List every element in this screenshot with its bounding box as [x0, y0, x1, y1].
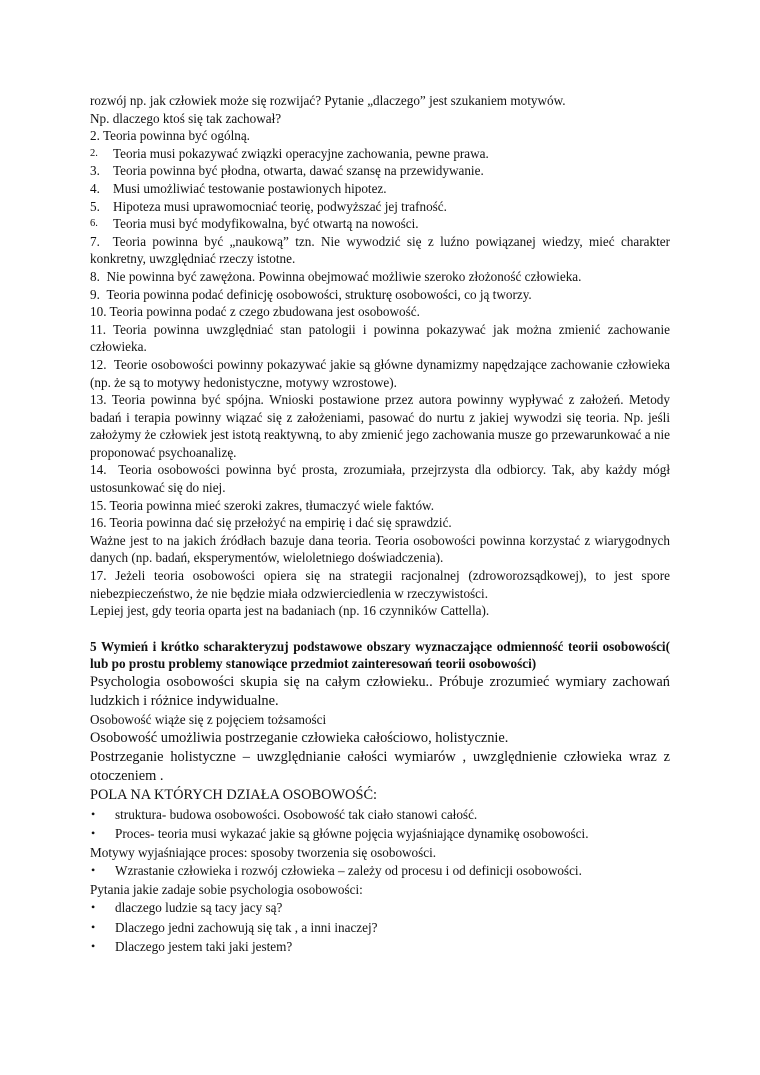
section-heading: 5 Wymień i krótko scharakteryzuj podstawowe obszary wyznaczające odmienność teorii osobowości( lub po prostu problemy stanowiące przedmiot zainteresowań teorii osobowości) — [90, 638, 670, 672]
list-number: 9. — [90, 286, 100, 302]
list-item — [90, 145, 670, 163]
section-paragraph: Postrzeganie holistyczne – uwzględnianie całości wymiarów , uwzględnienie człowieka wraz z otoczeniem . — [90, 748, 670, 784]
list-number: 10. — [90, 304, 107, 320]
list-number: 15. — [90, 497, 107, 513]
bullet-text: Dlaczego jedni zachowują się tak , a inni inaczej? — [115, 919, 378, 935]
list-text: Teoria musi być modyfikowalna, być otwartą na nowości. — [113, 216, 419, 232]
list-text: Teoria osobowości powinna być prosta, zrozumiała, przejrzysta dla odbiorcy. Tak, aby każdy mógł ustosunkować się do niej. — [90, 462, 670, 496]
list-text: Teoria powinna podać z czego zbudowana jest osobowość. — [109, 304, 420, 320]
list-item-17: 17. Jeżeli teoria osobowości opiera się na strategii racjonalnej (zdroworozsądkowej), to jest spore niebezpieczeństwo, że nie będzie miała odzwierciedlenia w rzeczywistości. — [90, 568, 670, 601]
intro-line-2: Np. dlaczego ktoś się tak zachował? — [90, 110, 282, 126]
list-text: Teoria powinna być płodna, otwarta, dawać szansę na przewidywanie. — [113, 163, 484, 179]
list-item — [90, 514, 670, 532]
list-number: 11. — [90, 321, 106, 337]
list-text: Teoria powinna być „naukową” tzn. Nie wywodzić się z luźno powiązanej wiedzy, mieć charakter konkretny, uwzględniać rzeczy istotne. — [90, 233, 670, 267]
bullet-text: Proces- teoria musi wykazać jakie są główne pojęcia wyjaśniające dynamikę osobowości. — [115, 826, 589, 842]
list-number: 12. — [90, 356, 107, 372]
list-number: 7. — [90, 233, 100, 249]
list-item — [90, 497, 670, 515]
list-text: Teorie osobowości powinny pokazywać jakie są główne dynamizmy napędzające zachowanie człowieka (np. że są to motywy hedonistyczne, motywy wzrostowe). — [90, 356, 670, 390]
bullet-icon: • — [91, 900, 96, 915]
list-text: Teoria powinna być spójna. Wnioski postawione przez autora powinny wypływać z założeń. Metody badań i terapia powinny wiązać się z założeniami, pasować do nurtu z jakiej wywodzi się teoria. Np. jeśli założymy że człowiek jest istotą reaktywną, to aby zmienić jego zachowania musze go przewarunkować a nie proponować psychoanalizę. — [90, 392, 671, 460]
bullet-item — [90, 824, 670, 844]
bullet-text: dlaczego ludzie są tacy jacy są? — [115, 900, 283, 916]
bullet-item — [90, 861, 670, 881]
list-number: 2. — [90, 147, 98, 159]
list-text: Teoria powinna mieć szeroki zakres, tłumaczyć wiele faktów. — [109, 497, 435, 513]
list-text: Nie powinna być zawężona. Powinna obejmować możliwie szeroko złożoność człowieka. — [106, 268, 582, 284]
document-page — [90, 92, 670, 957]
list-item — [90, 286, 670, 304]
list-number: 4. — [90, 180, 100, 196]
section-subheading: POLA NA KTÓRYCH DZIAŁA OSOBOWOŚĆ: — [90, 786, 378, 803]
section-paragraph: Osobowość wiąże się z pojęciem tożsamości — [90, 712, 327, 727]
list-item — [90, 127, 670, 145]
list-item — [90, 162, 670, 180]
list-number: 2. — [90, 128, 100, 144]
bullet-item — [90, 805, 670, 825]
list-item — [90, 461, 670, 496]
bullet-text: struktura- budowa osobowości. Osobowość tak ciało stanowi całość. — [115, 806, 478, 822]
list-text: Teoria powinna podać definicję osobowości, strukturę osobowości, co ją tworzy. — [106, 286, 532, 302]
note-sources: Ważne jest to na jakich źródłach bazuje dana teoria. Teoria osobowości powinna korzystać z wiarygodnych danych (np. badań, eksperymentów, wieloletniego doświadczenia). — [90, 532, 670, 566]
note-research: Lepiej jest, gdy teoria oparta jest na badaniach (np. 16 czynników Cattella). — [90, 603, 490, 619]
list-item — [90, 391, 670, 461]
list-number: 14. — [90, 462, 107, 478]
bullet-item — [90, 937, 670, 957]
bullet-text: Dlaczego jestem taki jaki jestem? — [115, 939, 293, 955]
bullet-icon: • — [91, 939, 96, 954]
list-item — [90, 303, 670, 321]
list-number: 5. — [90, 198, 100, 214]
section-paragraph: Osobowość umożliwia postrzeganie człowieka całościowo, holistycznie. — [90, 729, 509, 746]
intro-line-1: rozwój np. jak człowiek może się rozwijać? Pytanie „dlaczego” jest szukaniem motywów. — [90, 93, 566, 108]
list-item — [90, 321, 670, 356]
list-item — [90, 180, 670, 198]
list-number: 6. — [90, 218, 98, 230]
bullet-text: Wzrastanie człowieka i rozwój człowieka – zależy od procesu i od definicji osobowości. — [115, 863, 582, 879]
bullet-icon: • — [91, 806, 96, 821]
bullet-icon: • — [91, 863, 96, 878]
list-number: 8. — [90, 268, 100, 284]
list-text: Hipoteza musi uprawomocniać teorię, podwyższać jej trafność. — [113, 198, 447, 214]
list-text: Teoria powinna być ogólną. — [102, 128, 250, 144]
list-item — [90, 268, 670, 286]
list-item — [90, 198, 670, 216]
list-text: Musi umożliwiać testowanie postawionych hipotez. — [113, 180, 387, 196]
list-text: Teoria powinna uwzględniać stan patologii i powinna pokazywać jak można zmienić zachowanie człowieka. — [90, 321, 670, 355]
list-number: 13. — [90, 392, 107, 408]
section-paragraph: Motywy wyjaśniające proces: sposoby tworzenia się osobowości. — [90, 844, 437, 860]
bullet-icon: • — [91, 826, 96, 841]
bullet-item — [90, 898, 670, 918]
section-paragraph: Pytania jakie zadaje sobie psychologia osobowości: — [90, 881, 363, 897]
list-text: Teoria powinna dać się przełożyć na empirię i dać się sprawdzić. — [109, 515, 452, 531]
list-item — [90, 233, 670, 268]
section-paragraph: Psychologia osobowości skupia się na całym człowieku.. Próbuje zrozumieć wymiary zachowań ludzkich i różnice indywidualne. — [90, 674, 670, 709]
spacer — [90, 620, 670, 638]
list-text: Teoria musi pokazywać związki operacyjne zachowania, pewne prawa. — [113, 145, 489, 161]
bullet-item — [90, 918, 670, 938]
list-number: 3. — [90, 163, 100, 179]
list-item — [90, 215, 670, 233]
bullet-icon: • — [91, 919, 96, 934]
list-number: 16. — [90, 515, 107, 531]
list-item — [90, 356, 670, 391]
